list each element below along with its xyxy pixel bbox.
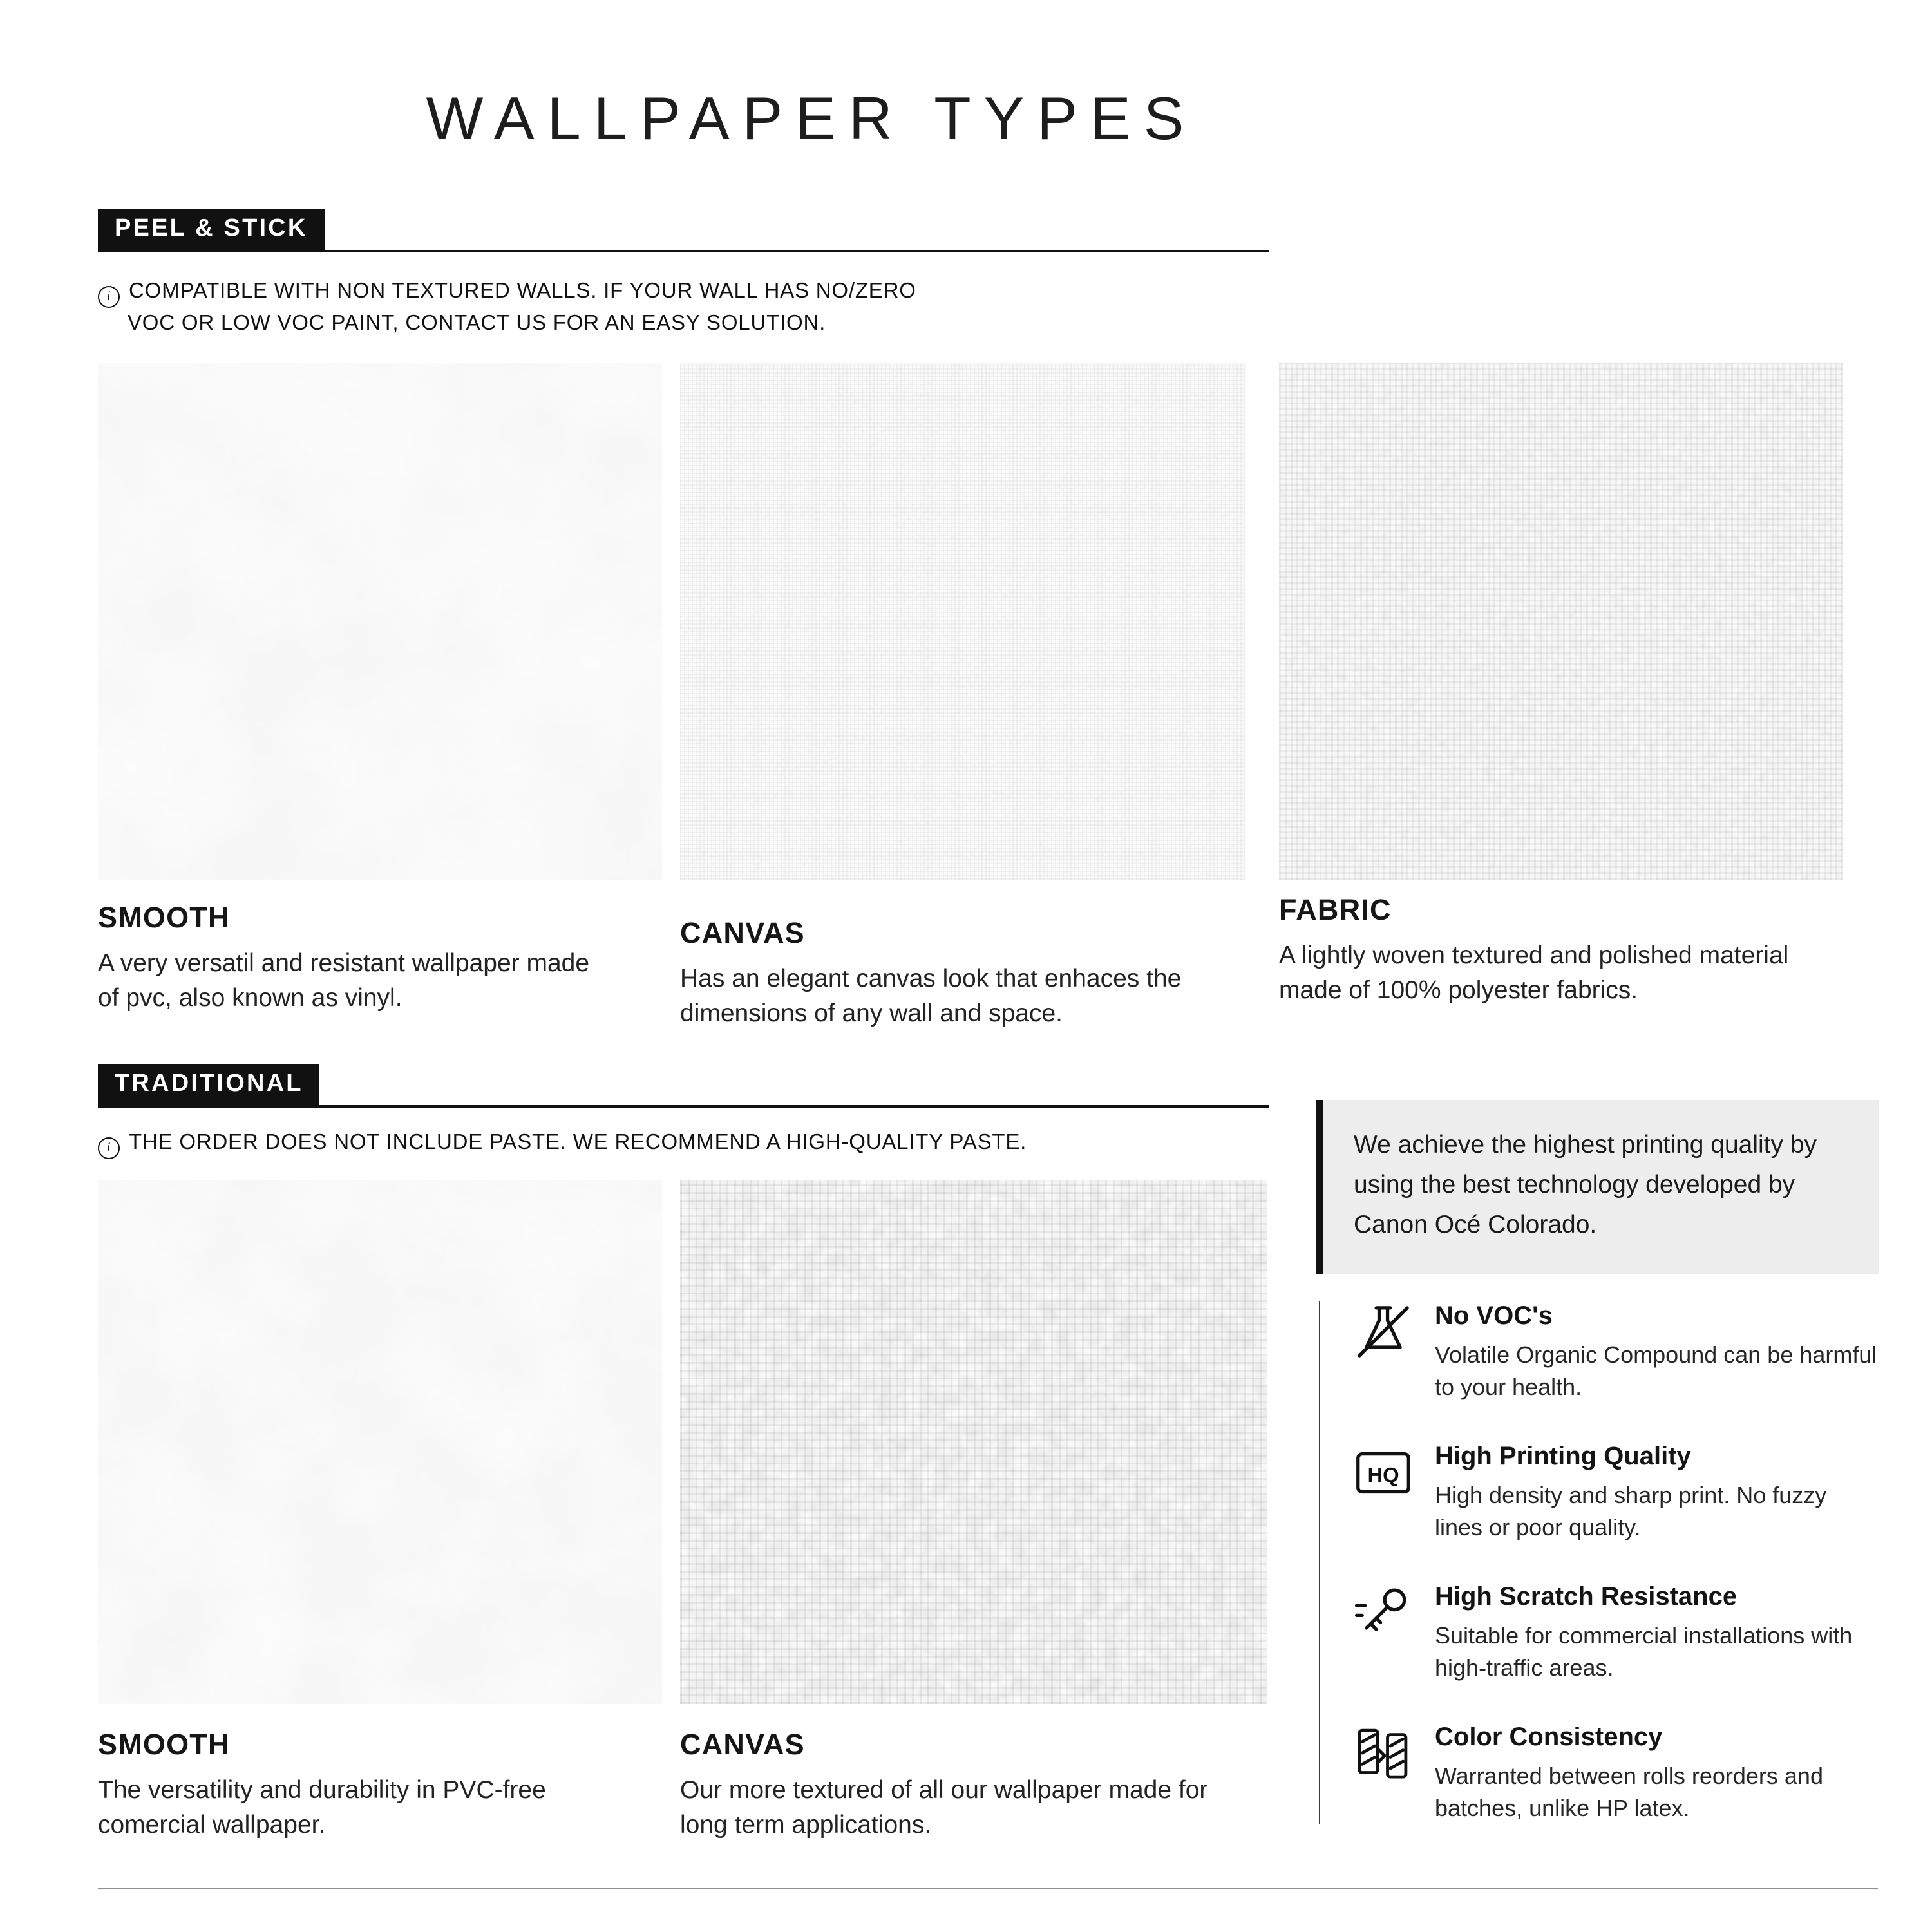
swatch-description: The versatility and durability in PVC-free comercial wallpaper. — [98, 1776, 546, 1839]
hq-icon — [1352, 1441, 1414, 1503]
feature-text — [1435, 1722, 1880, 1824]
swatch-name: SMOOTH — [98, 902, 230, 934]
swatch-image-traditional-smooth — [98, 1180, 662, 1704]
feature-title: High Printing Quality — [1435, 1443, 1691, 1471]
info-icon: i — [98, 1137, 120, 1159]
peel-stick-note — [98, 276, 916, 340]
note-text-line2: VOC OR LOW VOC PAINT, CONTACT US FOR AN EASY SOLUTION. — [128, 312, 826, 335]
printing-quality-quote: We achieve the highest printing quality by using the best technology developed by Canon Océ Colorado. — [1316, 1100, 1879, 1274]
feature-text — [1435, 1582, 1880, 1683]
feature-title: No VOC's — [1435, 1302, 1553, 1331]
traditional-smooth-label — [98, 1728, 652, 1843]
swatch-description: Our more textured of all our wallpaper made for long term applications. — [680, 1776, 1208, 1839]
peel-stick-section-header — [98, 209, 1269, 252]
feature-high-printing-quality — [1352, 1441, 1880, 1543]
peel-fabric-label — [1279, 894, 1853, 1009]
traditional-badge: TRADITIONAL — [98, 1064, 320, 1105]
feature-text — [1435, 1301, 1880, 1403]
scratch-resistance-icon — [1352, 1582, 1414, 1643]
feature-description: High density and sharp print. No fuzzy lines or poor quality. — [1435, 1482, 1827, 1540]
note-text-line1: COMPATIBLE WITH NON TEXTURED WALLS. IF YOUR WALL HAS NO/ZERO — [129, 279, 916, 303]
swatch-name: SMOOTH — [98, 1728, 230, 1761]
traditional-note — [98, 1127, 1027, 1159]
feature-description: Warranted between rolls reorders and batches, unlike HP latex. — [1435, 1763, 1823, 1821]
swatch-name: CANVAS — [680, 1728, 805, 1761]
canvas-rough-weave-overlay — [680, 1180, 1267, 1704]
traditional-canvas-label — [680, 1728, 1267, 1843]
hq-icon-label: HQ — [1367, 1463, 1399, 1487]
swatch-image-traditional-canvas — [680, 1180, 1267, 1704]
swatch-image-peel-fabric — [1279, 363, 1843, 880]
note-text: THE ORDER DOES NOT INCLUDE PASTE. WE RECOMMEND A HIGH-QUALITY PASTE. — [129, 1131, 1027, 1154]
feature-description: Volatile Organic Compound can be harmful to your health. — [1435, 1342, 1877, 1399]
feature-no-voc — [1352, 1301, 1880, 1403]
swatch-name: FABRIC — [1279, 894, 1392, 926]
feature-scratch-resistance — [1352, 1582, 1880, 1683]
feature-text — [1435, 1441, 1880, 1543]
no-voc-icon — [1352, 1301, 1414, 1363]
swatch-description: A very versatil and resistant wallpaper made of pvc, also known as vinyl. — [98, 949, 590, 1012]
page-title: WALLPAPER TYPES — [426, 84, 1197, 152]
swatch-image-peel-canvas — [680, 363, 1245, 880]
swatch-image-peel-smooth — [98, 363, 662, 880]
traditional-section-header — [98, 1064, 1269, 1108]
swatch-name: CANVAS — [680, 917, 805, 949]
bottom-divider — [98, 1888, 1878, 1889]
swatch-description: Has an elegant canvas look that enhaces the dimensions of any wall and space. — [680, 965, 1182, 1028]
feature-title: Color Consistency — [1435, 1723, 1663, 1752]
fabric-weave-overlay — [1279, 363, 1843, 880]
feature-title: High Scratch Resistance — [1435, 1583, 1738, 1611]
canvas-weave-overlay — [680, 363, 1245, 880]
peel-smooth-label — [98, 902, 652, 1016]
peel-canvas-label — [680, 917, 1255, 1032]
info-icon: i — [98, 286, 120, 308]
swatch-description: A lightly woven textured and polished material made of 100% polyester fabrics. — [1279, 942, 1789, 1005]
feature-list — [1319, 1301, 1880, 1824]
peel-stick-badge: PEEL & STICK — [98, 209, 325, 250]
color-swatches-icon — [1352, 1722, 1414, 1784]
feature-description: Suitable for commercial installations with high-traffic areas. — [1435, 1623, 1853, 1680]
feature-color-consistency — [1352, 1722, 1880, 1824]
